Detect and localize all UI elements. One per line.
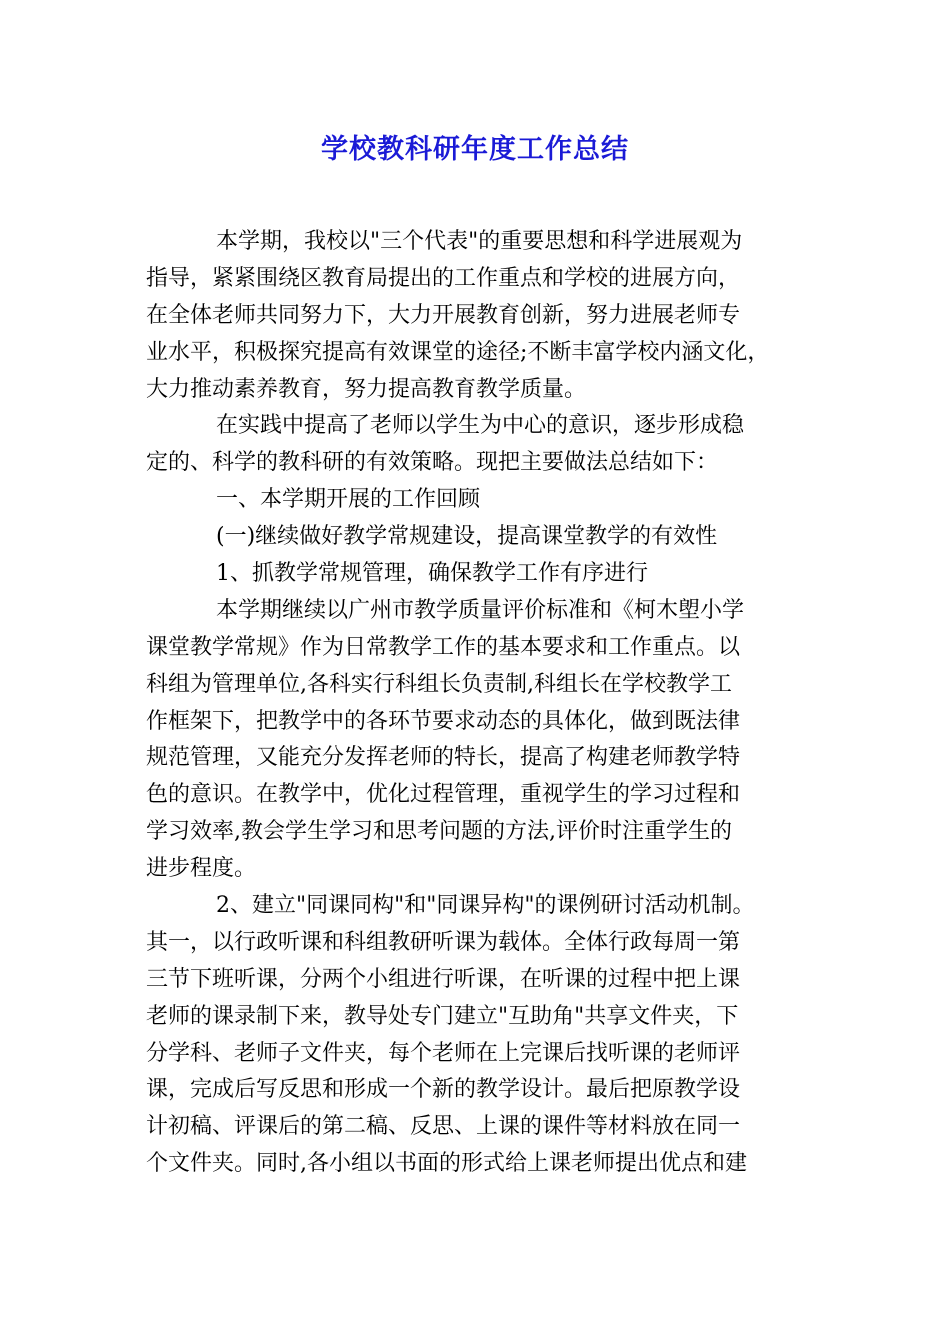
text-line: 1、抓教学常规管理，确保教学工作有序进行 — [216, 561, 648, 587]
text-line: 一、本学期开展的工作回顾 — [216, 487, 481, 513]
text-line: 色的意识。在教学中，优化过程管理，重视学生的学习过程和 — [146, 782, 741, 808]
text-line: 学习效率,教会学生学习和思考问题的方法,评价时注重学生的 — [146, 819, 732, 845]
text-line: 在全体老师共同努力下，大力开展教育创新，努力进展老师专 — [146, 302, 741, 328]
text-line: 分学科、老师子文件夹，每个老师在上完课后找听课的老师评 — [146, 1040, 741, 1066]
text-line: 大力推动素养教育，努力提高教育教学质量。 — [146, 376, 587, 402]
text-line: 课，完成后写反思和形成一个新的教学设计。最后把原教学设 — [146, 1077, 741, 1103]
text-line: 2、建立"同课同构"和"同课异构"的课例研讨活动机制。 — [216, 893, 755, 919]
text-line: 本学期，我校以"三个代表"的重要思想和科学进展观为 — [216, 229, 743, 254]
text-line: 老师的课录制下来，教导处专门建立"互助角"共享文件夹，下 — [146, 1003, 739, 1029]
text-line: 个文件夹。同时,各小组以书面的形式给上课老师提出优点和建 — [146, 1151, 747, 1177]
text-line: 定的、科学的教科研的有效策略。现把主要做法总结如下： — [146, 450, 719, 476]
text-line: 其一，以行政听课和科组教研听课为载体。全体行政每周一第 — [146, 929, 741, 955]
document-body — [146, 224, 811, 1183]
text-line: (一)继续做好教学常规建设，提高课堂教学的有效性 — [216, 524, 718, 550]
text-line: 课堂教学常规》作为日常教学工作的基本要求和工作重点。以 — [146, 634, 741, 660]
text-line: 本学期继续以广州市教学质量评价标准和《柯木塱小学 — [216, 597, 745, 623]
text-line: 进步程度。 — [146, 856, 257, 882]
text-line: 作框架下，把教学中的各环节要求动态的具体化，做到既法律 — [146, 708, 741, 734]
document-title: 学校教科研年度工作总结 — [321, 134, 629, 165]
text-line: 科组为管理单位,各科实行科组长负责制,科组长在学校教学工 — [146, 671, 732, 697]
text-line: 三节下班听课，分两个小组进行听课，在听课的过程中把上课 — [146, 966, 741, 992]
text-line: 计初稿、评课后的第二稿、反思、上课的课件等材料放在同一 — [146, 1114, 741, 1140]
text-line: 在实践中提高了老师以学生为中心的意识，逐步形成稳 — [216, 413, 745, 439]
text-line: 业水平，积极探究提高有效课堂的途径;不断丰富学校内涵文化， — [146, 339, 770, 365]
text-line: 规范管理，又能充分发挥老师的特长，提高了构建老师教学特 — [146, 745, 741, 771]
text-line: 指导，紧紧围绕区教育局提出的工作重点和学校的进展方向， — [146, 265, 741, 291]
